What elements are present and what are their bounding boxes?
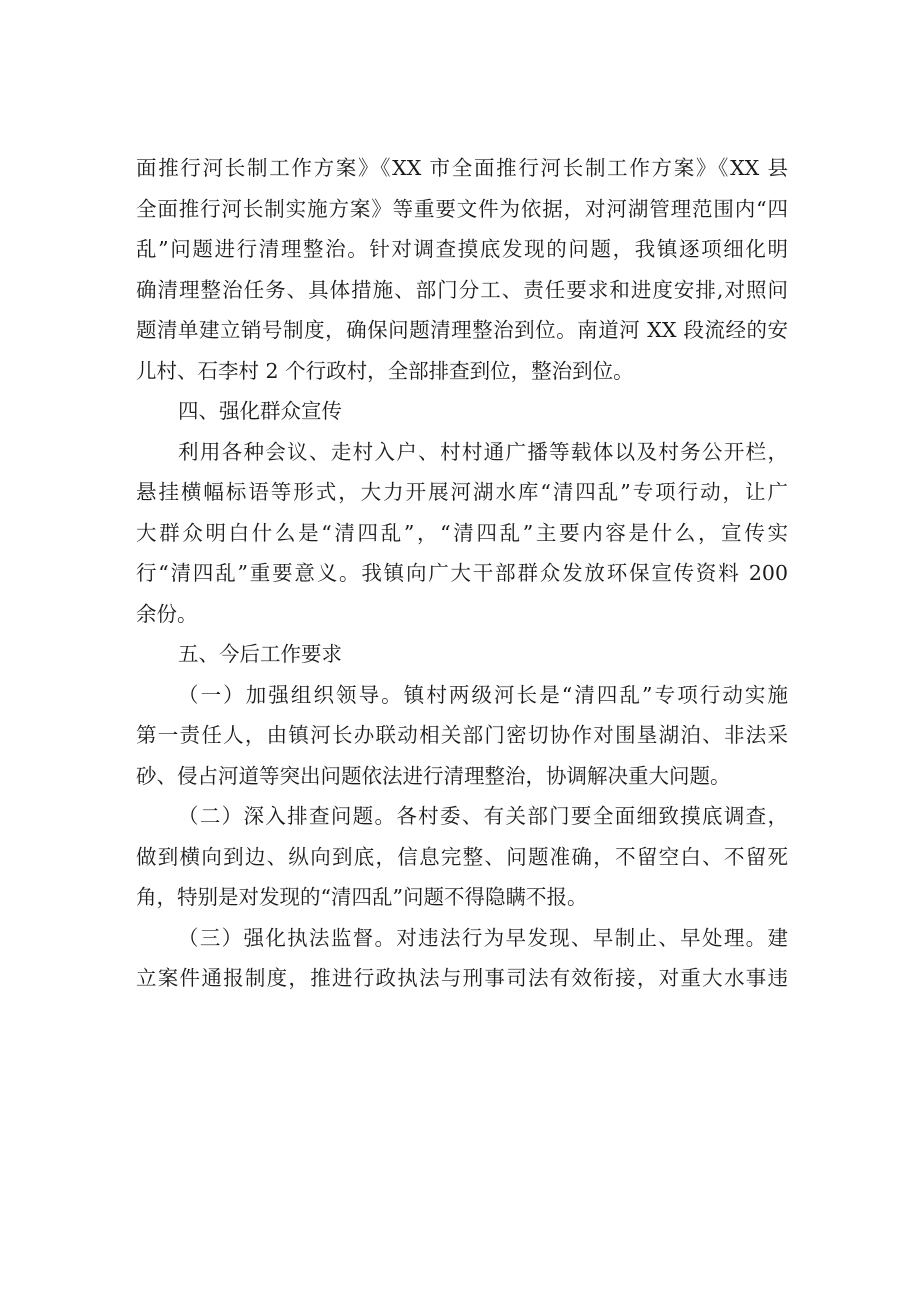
body-line: 第一责任人，由镇河长办联动相关部门密切协作对围垦湖泊、非法采 <box>136 723 788 747</box>
paragraph-first-line: （三）强化执法监督。对违法行为早发现、早制止、早处理。建 <box>178 925 788 950</box>
body-line: 立案件通报制度，推进行政执法与刑事司法有效衔接，对重大水事违 <box>136 966 788 990</box>
body-line: 余份。 <box>136 601 198 626</box>
body-line: 全面推行河长制实施方案》等重要文件为依据，对河湖管理范围内“四 <box>136 196 788 221</box>
paragraph-first-line: 利用各种会议、走村入户、村村通广播等载体以及村务公开栏， <box>178 439 788 464</box>
paragraph-first-line: （一）加强组织领导。镇村两级河长是“清四乱”专项行动实施 <box>178 682 788 707</box>
body-line: 角，特别是对发现的“清四乱”问题不得隐瞒不报。 <box>136 885 588 909</box>
body-line: 悬挂横幅标语等形式，大力开展河湖水库“清四乱”专项行动，让广 <box>136 480 788 504</box>
body-line: 儿村、石李村 2 个行政村，全部排查到位，整治到位。 <box>136 358 634 383</box>
paragraph-first-line: （二）深入排查问题。各村委、有关部门要全面细致摸底调查， <box>178 804 788 828</box>
body-line: 大群众明白什么是“清四乱”，“清四乱”主要内容是什么，宣传实 <box>136 520 788 545</box>
body-line: 砂、侵占河道等突出问题依法进行清理整治，协调解决重大问题。 <box>136 763 731 788</box>
body-line: 面推行河长制工作方案》《XX 市全面推行河长制工作方案》《XX 县 <box>136 156 788 180</box>
body-line: 确清理整治任务、具体措施、部门分工、责任要求和进度安排,对照问 <box>136 277 788 302</box>
body-line: 做到横向到边、纵向到底，信息完整、问题准确，不留空白、不留死 <box>136 844 788 869</box>
section-heading-5: 五、今后工作要求 <box>178 642 342 666</box>
body-line: 乱”问题进行清理整治。针对调查摸底发现的问题，我镇逐项细化明 <box>136 237 788 261</box>
document-body <box>136 148 788 999</box>
section-heading-4: 四、强化群众宣传 <box>178 399 342 423</box>
body-line: 行“清四乱”重要意义。我镇向广大干部群众发放环保宣传资料 200 <box>136 561 788 585</box>
body-line: 题清单建立销号制度，确保问题清理整治到位。南道河 XX 段流经的安 <box>136 318 788 342</box>
